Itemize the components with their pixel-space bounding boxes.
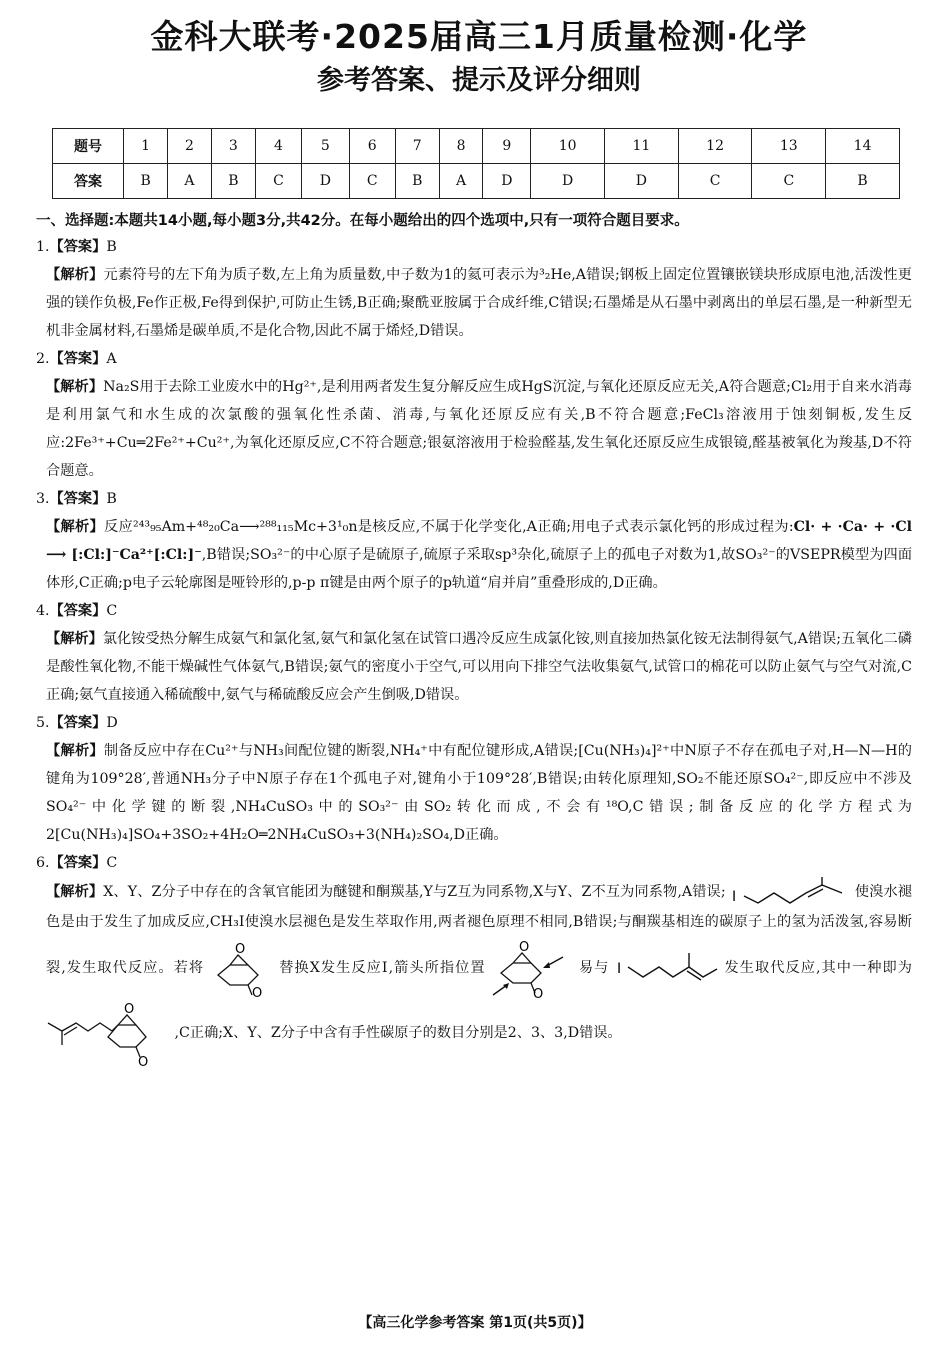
answer-cell: B (211, 164, 255, 199)
question-1 (36, 233, 912, 345)
iodine-atom-label: I (732, 889, 737, 905)
iodine-atom-label: I (616, 961, 622, 977)
analysis-text-part1: X、Y、Z分子中存在的含氧官能团为醚键和酮羰基,Y与Z互为同系物,X与Y、Z不互为同系物,A错误; (103, 884, 726, 900)
question-number-cell: 14 (826, 129, 900, 164)
oxygen-atom-label: O (251, 986, 262, 997)
analysis-label: 【解析】 (46, 884, 104, 900)
analysis-label: 【解析】 (46, 743, 104, 759)
question-2 (36, 345, 912, 485)
answer-value: B (106, 491, 117, 507)
analysis-label: 【解析】 (46, 267, 104, 283)
answer-cell: D (301, 164, 349, 199)
answer-value: A (106, 351, 117, 367)
question-number: 6. (36, 855, 50, 871)
oxygen-atom-label: O (234, 942, 245, 957)
answer-cell: C (349, 164, 395, 199)
answer-cell: D (531, 164, 605, 199)
analysis-label: 【解析】 (46, 631, 103, 647)
question-number-cell: 13 (752, 129, 826, 164)
iodo-alkene-structure (615, 951, 719, 985)
question-number-cell: 1 (124, 129, 168, 164)
analysis-text-part5: 发生取代反应,其中一种即为 (724, 960, 912, 976)
oxygen-atom-label: O (138, 1055, 149, 1067)
analysis-text-part2: ,B错误;SO₃²⁻的中心原子是硫原子,硫原子采取sp³杂化,硫原子上的孤电子对数为1,故SO₃²⁻的VSEPR模型为四面体形,C正确;p电子云轮廓图是哑铃形的,p-p π键是由两个原子的p轨道“肩并肩”重叠形成的,D正确。 (46, 547, 913, 591)
analysis-label: 【解析】 (46, 379, 104, 395)
answer-cell: D (605, 164, 679, 199)
answer-cell: C (678, 164, 752, 199)
question-number-cell: 12 (678, 129, 752, 164)
answer-value: D (106, 715, 118, 731)
question-number-cell: 8 (439, 129, 483, 164)
answer-label: 【答案】 (49, 239, 107, 255)
page-title: 金科大联考·2025届高三1月质量检测·化学 (150, 17, 808, 56)
answer-label: 【答案】 (49, 855, 107, 871)
oxygen-atom-label: O (519, 940, 530, 955)
page-subtitle: 参考答案、提示及评分细则 (317, 65, 641, 96)
answer-label: 【答案】 (49, 351, 107, 367)
answer-cell: B (124, 164, 168, 199)
analysis-text: Na₂S用于去除工业废水中的Hg²⁺,是利用两者发生复分解反应生成HgS沉淀,与氧化还原反应无关,A符合题意;Cl₂用于自来水消毒是利用氯气和水生成的次氯酸的强氧化性杀菌、消毒,与氧化还原反应有关,B不符合题意;FeCl₃溶液用于蚀刻铜板,发生反应:2Fe³⁺+Cu═2Fe²⁺+Cu²⁺,为氧化还原反应,C不符合题意;银氨溶液用于检验醛基,发生氧化还原反应生成银镜,醛基被氧化为羧基,D不符合题意。 (46, 379, 912, 479)
electron-formula: Cl· + ·Ca· + ·Cl ⟶ [:Cl:]⁻Ca²⁺[:Cl:]⁻ (46, 519, 913, 563)
answer-cell: B (826, 164, 900, 199)
question-6 (36, 849, 912, 1067)
analysis-text-part4: 易与 (578, 960, 610, 976)
question-number-cell: 3 (211, 129, 255, 164)
question-number: 2. (36, 351, 50, 367)
question-number: 3. (36, 491, 50, 507)
answer-value: C (106, 855, 118, 871)
oxygen-atom-label: O (124, 1002, 135, 1017)
question-number: 4. (36, 603, 50, 619)
iodo-alkene-structure (730, 877, 850, 907)
analysis-text-part3: 替换X发生反应Ⅰ,箭头所指位置 (279, 960, 486, 976)
question-number-cell: 11 (605, 129, 679, 164)
answer-table-answer-row (53, 164, 900, 199)
answer-label: 【答案】 (49, 715, 107, 731)
question-4 (36, 597, 912, 709)
answer-value: C (106, 603, 118, 619)
answer-table (52, 128, 900, 199)
analysis-text: 制备反应中存在Cu²⁺与NH₃间配位键的断裂,NH₄⁺中有配位键形成,A错误;[Cu(NH₃)₄]²⁺中N原子不存在孤电子对,H—N—H的键角为109°28′,普通NH₃分子中N原子存在1个孤电子对,键角小于109°28′,B错误;由转化原理知,SO₂不能还原SO₄²⁻,即反应中不涉及SO₄²⁻中化学键的断裂,NH₄CuSO₃中的SO₃²⁻由SO₂转化而成,不会有¹⁸O,C错误;制备反应的化学方程式为2[Cu(NH₃)₄]SO₄+3SO₂+4H₂O═2NH₄CuSO₃+3(NH₄)₂SO₄,D正确。 (46, 743, 912, 843)
question-number-cell: 10 (531, 129, 605, 164)
bicyclic-ketone-structure (210, 939, 274, 997)
question-number-cell: 4 (255, 129, 301, 164)
bicyclic-ketone-arrows-structure (491, 937, 573, 999)
question-number: 5. (36, 715, 50, 731)
answer-cell: B (395, 164, 439, 199)
answer-cell: C (255, 164, 301, 199)
analysis-text: 氯化铵受热分解生成氨气和氯化氢,氨气和氯化氢在试管口遇冷反应生成氯化铵,则直接加热氯化铵无法制得氨气,A错误;五氧化二磷是酸性氧化物,不能干燥碱性气体氨气,B错误;氨气的密度小于空气,可以用向下排空气法收集氨气,试管口的棉花可以防止氨气与空气对流,C正确;氨气直接通入稀硫酸中,氨气与稀硫酸反应会产生倒吸,D错误。 (46, 631, 912, 703)
analysis-text-part6: ,C正确;X、Y、Z分子中含有手性碳原子的数目分别是2、3、3,D错误。 (174, 1025, 622, 1041)
answer-label: 【答案】 (49, 603, 107, 619)
analysis-text: 元素符号的左下角为质子数,左上角为质量数,中子数为1的氦可表示为³₂He,A错误;钢板上固定位置镶嵌镁块形成原电池,活泼性更强的镁作负极,Fe作正极,Fe得到保护,可防止生锈,B正确;聚酰亚胺属于合成纤维,C错误;石墨烯是从石墨中剥离出的单层石墨,是一种新型无机非金属材料,石墨烯是碳单质,不是化合物,因此不属于烯烃,D错误。 (46, 267, 912, 339)
question-number-cell: 6 (349, 129, 395, 164)
answer-cell: C (752, 164, 826, 199)
answer-table-answer-label: 答案 (53, 164, 124, 199)
answer-table-number-row (53, 129, 900, 164)
question-number-cell: 5 (301, 129, 349, 164)
answer-label: 【答案】 (49, 491, 107, 507)
answer-cell: A (168, 164, 212, 199)
section-title: 一、选择题:本题共14小题,每小题3分,共42分。在每小题给出的四个选项中,只有一项符合题目要求。 (36, 213, 689, 229)
analysis-text-part1: 反应²⁴³₉₅Am+⁴⁸₂₀Ca⟶²⁸⁸₁₁₅Mc+3¹₀n是核反应,不属于化学变化,A正确;用电子式表示氯化钙的形成过程为: (104, 519, 794, 535)
question-number: 1. (36, 239, 50, 255)
page-footer: 【高三化学参考答案 第1页(共5页)】 (358, 1315, 592, 1331)
answer-value: B (106, 239, 117, 255)
answer-cell: A (439, 164, 483, 199)
question-number-cell: 2 (168, 129, 212, 164)
analysis-text-part2: 使溴水褪色是由于发生了加成反应,CH₃I使溴水层褪色是发生萃取作用,两者褪色原理不相同,B错误;与酮羰基相连的碳原子上的氢为活泼氢,容易断裂,发生取代反应。若将 (46, 884, 912, 976)
question-number-cell: 9 (483, 129, 531, 164)
analysis-label: 【解析】 (46, 519, 105, 535)
answer-table-number-label: 题号 (53, 129, 124, 164)
product-structure (46, 999, 170, 1067)
question-5 (36, 709, 912, 849)
oxygen-atom-label: O (533, 987, 544, 999)
question-3 (36, 485, 913, 597)
answer-cell: D (483, 164, 531, 199)
question-number-cell: 7 (395, 129, 439, 164)
